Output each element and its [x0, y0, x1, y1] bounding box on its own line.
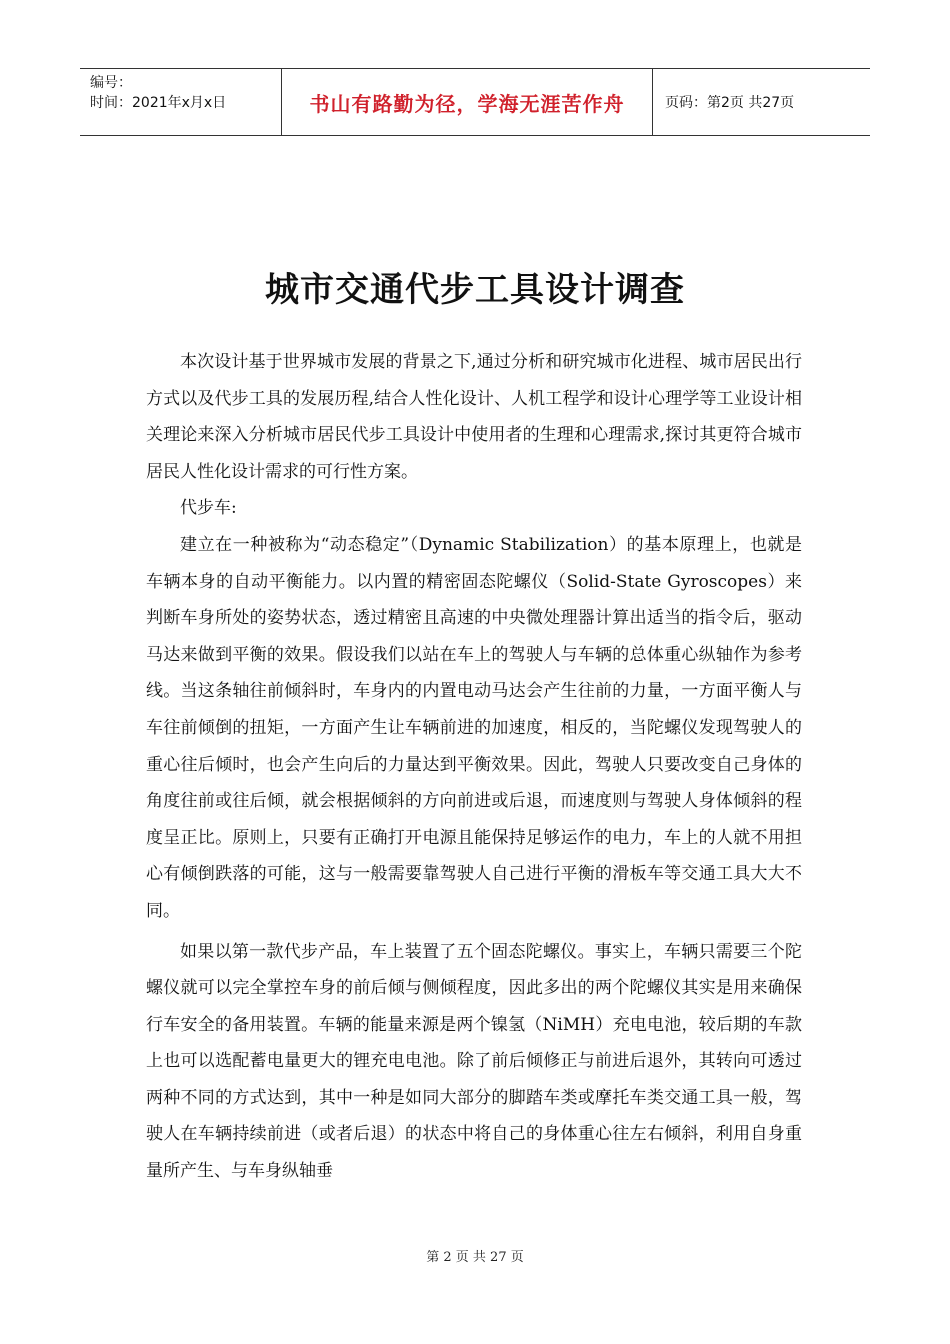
paragraph-gyroscopes: 如果以第一款代步产品，车上装置了五个固态陀螺仪。事实上，车辆只需要三个陀螺仪就可以完全掌控车身的前后倾与侧倾程度，因此多出的两个陀螺仪其实是用来确保行车安全的备用装置。车辆的能量来源是两个镍氢（NiMH）充电电池，较后期的车款上也可以选配蓄电量更大的锂充电电池。除了前后倾修正与前进后退外，其转向可透过两种不同的方式达到，其中一种是如同大部分的脚踏车类或摩托车类交通工具一般，驾驶人在车辆持续前进（或者后退）的状态中将自己的身体重心往左右倾斜，利用自身重量所产生、与车身纵轴垂 — [146, 941, 802, 1182]
paragraph-dynamic-stabilization: 建立在一种被称为“动态稳定”（Dynamic Stabilization）的基本原理上，也就是车辆本身的自动平衡能力。以内置的精密固态陀螺仪（Solid-State Gyroscopes）来判断车身所处的姿势状态，透过精密且高速的中央微处理器计算出适当的指令后，驱动马达来做到平衡的效果。假设我们以站在车上的驾驶人与车辆的总体重心纵轴作为参考线。当这条轴往前倾斜时，车身内的内置电动马达会产生往前的力量，一方面平衡人与车往前倾倒的扭矩，一方面产生让车辆前进的加速度，相反的，当陀螺仪发现驾驶人的重心往后倾时，也会产生向后的力量达到平衡效果。因此，驾驶人只要改变自己身体的角度往前或往后倾，就会根据倾斜的方向前进或后退，而速度则与驾驶人身体倾斜的程度呈正比。原则上，只要有正确打开电源且能保持足够运作的电力，车上的人就不用担心有倾倒跌落的可能，这与一般需要靠驾驶人自己进行平衡的滑板车等交通工具大大不同。 — [146, 534, 802, 921]
header-meta-cell — [80, 69, 281, 135]
page-header — [80, 68, 870, 136]
page-footer: 第 2 页 共 27 页 — [426, 1250, 524, 1265]
document-number-label: 编号： — [90, 75, 132, 91]
document-body — [146, 344, 802, 1190]
header-page-info: 页码：第2页 共27页 — [665, 95, 795, 111]
paragraph-intro: 本次设计基于世界城市发展的背景之下,通过分析和研究城市化进程、城市居民出行方式以及代步工具的发展历程,结合人性化设计、人机工程学和设计心理学等工业设计相关理论来深入分析城市居民代步工具设计中使用者的生理和心理需求,探讨其更符合城市居民人性化设计需求的可行性方案。 — [146, 352, 802, 482]
header-motto: 书山有路勤为径，学海无涯苦作舟 — [281, 69, 653, 135]
document-title: 城市交通代步工具设计调查 — [265, 270, 685, 310]
paragraph-section-heading: 代步车: — [180, 498, 237, 519]
document-date-label: 时间：2021年x月x日 — [90, 95, 227, 111]
